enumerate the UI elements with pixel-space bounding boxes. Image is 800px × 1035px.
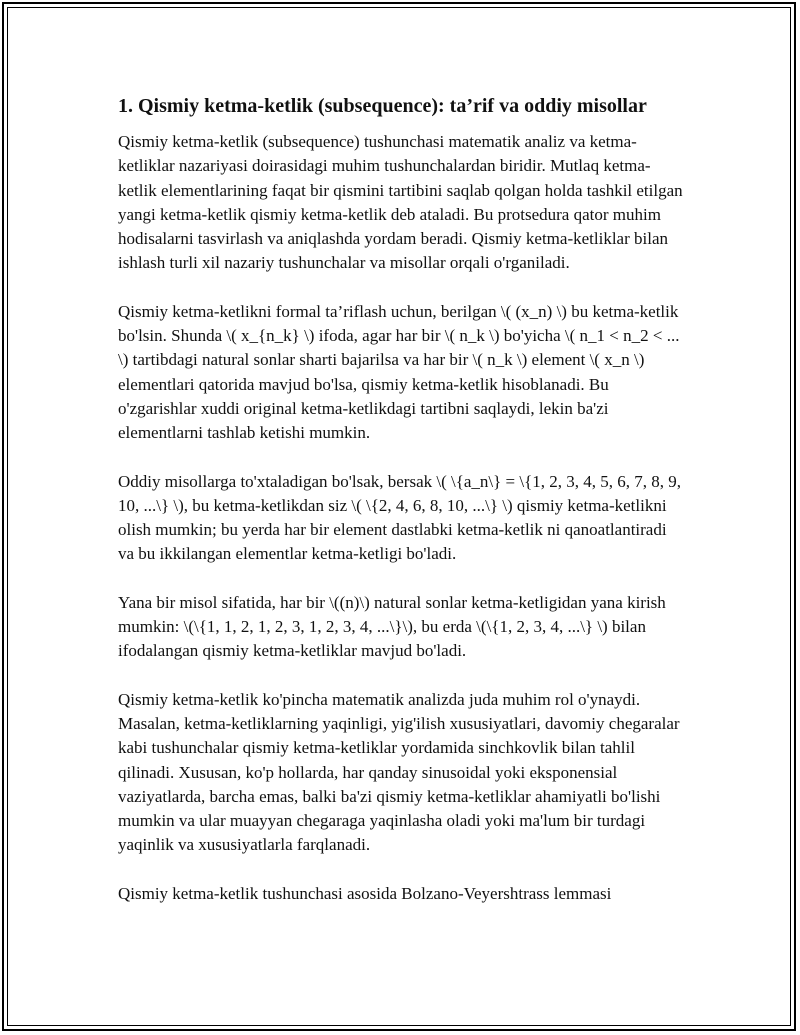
paragraph-analysis-role: Qismiy ketma-ketlik ko'pincha matematik analizda juda muhim rol o'ynaydi. Masalan, ketma-ketliklarning yaqinligi, yig'ilish xususiyatlari, davomiy chegaralar kabi tushunchalar qismiy ketma-ketliklar yordamida sinchkovlik bilan tahlil qilinadi. Xususan, ko'p hollarda, har qanday sinusoidal yoki eksponensial vaziyatlarda, barcha emas, balki ba'zi qismiy ketma-ketliklar ahamiyatli bo'lishi mumkin va ular muayyan chegaraga yaqinlasha oladi yoki ma'lum bir turdagi yaqinlik va xususiyatlarla farqlanadi.	[118, 689, 680, 855]
paragraph-simple-example: Oddiy misollarga to'xtaladigan bo'lsak, bersak \( \{a_n\} = \{1, 2, 3, 4, 5, 6, 7, 8, 9, 10, ...\} \), bu ketma-ketlikdan siz \( \{2, 4, 6, 8, 10, ...\} \) qismiy ketma-ketlikni olish mumkin; bu yerda har bir element dastlabki ketma-ketlik ni qanoatlantiradi va bu ikkilangan elementlar ketma-ketligi bo'ladi.	[118, 471, 682, 564]
paragraph-formal-definition: Qismiy ketma-ketlikni formal ta’riflash uchun, berilgan \( (x_n) \) bu ketma-ketlik bo'lsin. Shunda \( x_{n_k} \) ifoda, agar har bir \( n_k \) bo'yicha \( n_1 < n_2 < ... \) tartibdagi natural sonlar sharti bajarilsa va har bir \( n_k \) element \( x_n \) elementlari qatorida mavjud bo'lsa, qismiy ketma-ketlik hisoblanadi. Bu o'zgarishlar xuddi original ketma-ketlikdagi tartibni saqlaydi, lekin ba'zi elementlarni tashlab ketishi mumkin.	[118, 301, 680, 443]
section-heading: 1. Qismiy ketma-ketlik (subsequence): ta’rif va oddiy misollar	[118, 95, 647, 117]
paragraph-bolzano-weierstrass: Qismiy ketma-ketlik tushunchasi asosida Bolzano-Veyershtrass lemmasi	[118, 883, 612, 903]
paragraph-definition-intro: Qismiy ketma-ketlik (subsequence) tushunchasi matematik analiz va ketma-ketliklar nazariyasi doirasidagi muhim tushunchalardan biridir. Mutlaq ketma-ketlik elementlarining faqat bir qismini tartibini saqlab qolgan holda tashkil etilgan yangi ketma-ketlik qismiy ketma-ketlik deb ataladi. Bu protsedura qator muhim hodisalarni tasvirlash va aniqlashda yordam beradi. Qismiy ketma-ketliklar bilan ishlash turli xil nazariy tushunchalar va misollar orqali o'rganiladi.	[118, 132, 683, 273]
paragraph-second-example: Yana bir misol sifatida, har bir \((n)\) natural sonlar ketma-ketligidan yana kirish mumkin: \(\{1, 1, 2, 1, 2, 3, 1, 2, 3, 4, ...\}\), bu erda \(\{1, 2, 3, 4, ...\} \) bilan ifodalangan qismiy ketma-ketliklar mavjud bo'ladi.	[118, 592, 666, 661]
document-body	[118, 92, 684, 930]
